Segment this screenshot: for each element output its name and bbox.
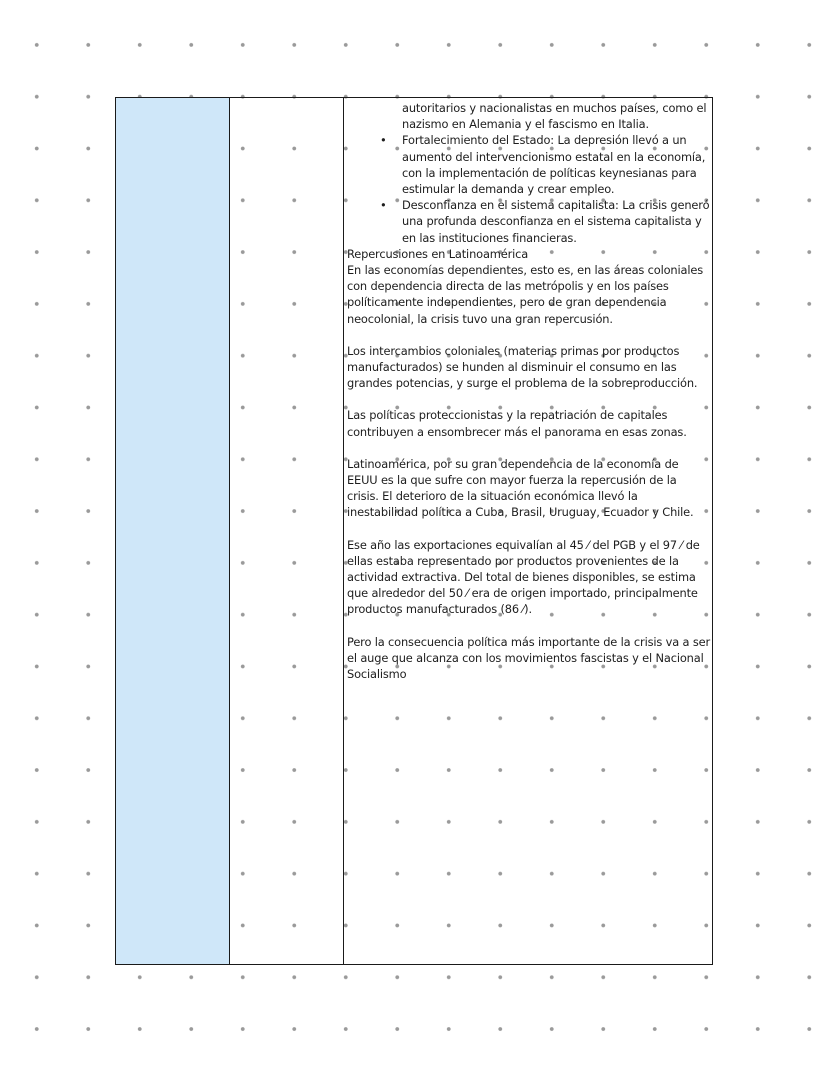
paragraph: Pero la consecuencia política más importante de la crisis va a ser el auge que alcanza con los movimientos fascistas y el Nacional Socialismo xyxy=(347,634,711,682)
bullet-text: Fortalecimiento del Estado: La depresión llevó a un aumento del intervencionismo estatal en la economía, con la implementación de políticas keynesianas para estimular la demanda y crear empleo. xyxy=(402,133,706,197)
paragraph: Latinoamérica, por su gran dependencia de la economía de EEUU es la que sufre con mayor fuerza la repercusión de la crisis. El deterioro de la situación económica llevó la inestabilidad política a Cuba, Brasil, Uruguay, Ecuador y Chile. xyxy=(347,456,694,520)
blank-column xyxy=(230,98,344,964)
paragraph: Las políticas proteccionistas y la repatriación de capitales contribuyen a ensombrecer más el panorama en esas zonas. xyxy=(347,408,687,439)
bullet-icon: • xyxy=(380,133,387,148)
bullet-item xyxy=(347,197,710,246)
paragraph: Ese año las exportaciones equivalían al 45 ⁄ del PGB y el 97 ⁄ de ellas estaba representado por productos provenientes de la actividad extractiva. Del total de bienes disponibles, se estima que alrededor del 50 ⁄ era de origen importado, principalmente productos manufacturados (86 ⁄). xyxy=(347,537,700,617)
continued-text: autoritarios y nacionalistas en muchos países, como el nazismo en Alemania y el fascismo en Italia. xyxy=(402,101,707,132)
paragraph: En las economías dependientes, esto es, en las áreas coloniales con dependencia directa de las metrópolis y en los países políticamente independientes, pero de gran dependencia neocolonial, la crisis tuvo una gran repercusión. xyxy=(347,263,704,326)
notes-text-column xyxy=(344,98,712,964)
bullet-icon: • xyxy=(380,198,387,213)
bullet-list xyxy=(347,132,710,245)
section-title: Repercusiones en Latinoamérica xyxy=(347,246,529,261)
bullet-item xyxy=(347,132,710,197)
notes-table xyxy=(115,97,713,965)
paragraph: Los intercambios coloniales (materias primas por productos manufacturados) se hunden al disminuir el consumo en las grandes potencias, y surge el problema de la sobreproducción. xyxy=(347,343,698,391)
highlight-column xyxy=(116,98,230,964)
bullet-text: Desconfianza en el sistema capitalista: La crisis generó una profunda desconfianza en el sistema capitalista y en las instituciones financieras. xyxy=(402,198,710,245)
